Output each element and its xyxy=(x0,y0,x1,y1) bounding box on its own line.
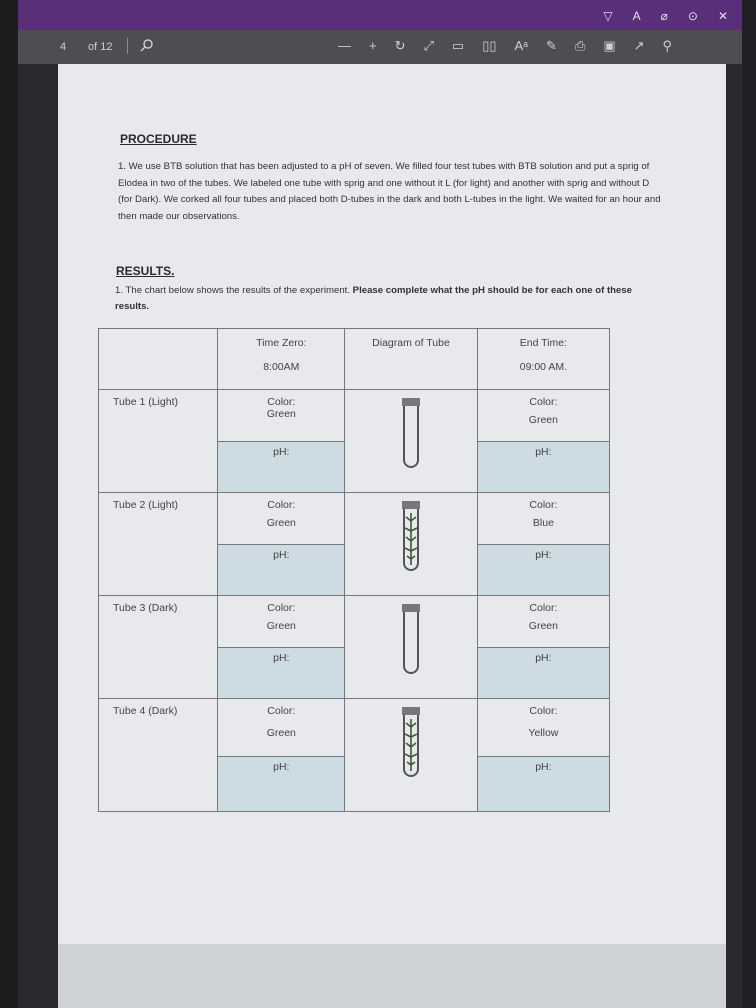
results-intro: 1. The chart below shows the results of the experiment. xyxy=(115,285,350,296)
print-icon[interactable]: ⎙ xyxy=(574,38,586,53)
end-time-header xyxy=(477,329,609,390)
header-blank xyxy=(99,329,218,390)
toolbar-tools xyxy=(338,38,672,54)
pen-icon[interactable]: ⌀ xyxy=(660,9,668,23)
page-total: of 12 xyxy=(88,41,113,53)
end-ph-field[interactable] xyxy=(478,757,609,811)
end-color-value: Green xyxy=(528,414,558,426)
empty-tube-icon xyxy=(345,596,477,676)
window-controls xyxy=(603,9,728,23)
draw-icon[interactable]: ✎ xyxy=(546,38,557,53)
start-ph-field[interactable] xyxy=(218,648,344,698)
start-ph-field[interactable] xyxy=(218,545,344,595)
procedure-heading: PROCEDURE xyxy=(120,132,197,146)
table-row xyxy=(99,493,610,596)
tube-diagram xyxy=(345,596,478,699)
start-ph-field[interactable] xyxy=(218,757,344,811)
elodea-tube-icon xyxy=(345,699,477,779)
next-page-preview xyxy=(58,944,726,1008)
page-number[interactable]: 4 xyxy=(60,41,67,53)
close-icon[interactable]: ✕ xyxy=(717,9,728,23)
ph-label: pH: xyxy=(273,549,290,561)
pin-icon[interactable]: ⚲ xyxy=(662,38,673,53)
tube-diagram xyxy=(345,390,478,493)
start-color-label: Color: xyxy=(267,396,296,408)
time-zero-header xyxy=(218,329,345,390)
page-view-icon[interactable]: ▭ xyxy=(451,38,465,53)
title-bar xyxy=(18,0,742,30)
search-icon[interactable] xyxy=(140,38,154,55)
end-color-label: Color: xyxy=(529,602,558,614)
diagram-header xyxy=(345,329,478,390)
pdf-toolbar xyxy=(18,30,742,64)
filter-icon[interactable]: ▽ xyxy=(603,9,613,23)
results-text xyxy=(115,283,660,315)
end-color-value: Green xyxy=(528,620,558,632)
empty-tube-icon xyxy=(345,390,477,470)
start-color-label: Color: xyxy=(267,705,296,717)
end-ph-field[interactable] xyxy=(478,442,609,492)
start-color-value: Green xyxy=(266,727,296,739)
time-zero-label: Time Zero: xyxy=(256,337,307,349)
row-label: Tube 1 (Light) xyxy=(99,390,218,493)
ph-label: pH: xyxy=(273,652,290,664)
ph-label: pH: xyxy=(535,549,552,561)
ph-label: pH: xyxy=(535,446,552,458)
time-zero-value: 8:00AM xyxy=(263,361,300,373)
device-bezel-right xyxy=(742,0,756,1008)
end-color-label: Color: xyxy=(529,499,558,511)
ph-label: pH: xyxy=(273,761,290,773)
tube-diagram xyxy=(345,699,478,812)
tube-diagram xyxy=(345,493,478,596)
fit-icon[interactable]: ⤢ xyxy=(423,38,434,53)
end-ph-field[interactable] xyxy=(478,648,609,698)
toolbar-divider xyxy=(127,38,128,54)
share-icon[interactable]: ↗ xyxy=(633,38,645,53)
zoom-in-icon[interactable]: + xyxy=(369,38,377,53)
end-color-label: Color: xyxy=(529,705,558,717)
end-time-label: End Time: xyxy=(519,337,568,349)
device-bezel-left xyxy=(0,0,18,1008)
start-color-value: Green xyxy=(266,408,296,420)
end-time-value: 09:00 AM. xyxy=(519,361,568,373)
procedure-text: 1. We use BTB solution that has been adjusted to a pH of seven. We filled four test tubes with BTB solution and put a sprig of Elodea in two of the tubes. We labeled one tube with sprig and one without it L (for light) and another with sprig and without D (for Dark). We corked all four tubes and placed both D-tubes in the dark and both L-tubes in the light. We waited for an hour and then made our observations. xyxy=(118,161,661,222)
document-page xyxy=(58,64,726,944)
text-icon[interactable]: A xyxy=(632,9,641,23)
results-instruction: Please complete what the pH should be for each one of these results. xyxy=(115,285,633,312)
ph-label: pH: xyxy=(535,761,552,773)
results-heading: RESULTS. xyxy=(116,264,175,278)
results-table xyxy=(98,328,610,812)
start-color-value: Green xyxy=(266,620,296,632)
history-icon[interactable]: ⊙ xyxy=(687,9,698,23)
table-row xyxy=(99,699,610,812)
start-color-value: Green xyxy=(266,517,296,529)
table-row xyxy=(99,596,610,699)
read-aloud-icon[interactable]: Aᵃ xyxy=(514,38,529,53)
end-color-value: Blue xyxy=(532,517,554,529)
rotate-icon[interactable]: ↻ xyxy=(394,38,406,53)
zoom-out-icon[interactable]: — xyxy=(338,38,351,53)
start-ph-field[interactable] xyxy=(218,442,344,492)
end-color-value: Yellow xyxy=(528,727,559,739)
row-label: Tube 4 (Dark) xyxy=(99,699,218,812)
table-header-row xyxy=(99,329,610,390)
ph-label: pH: xyxy=(273,446,290,458)
end-color-label: Color: xyxy=(529,396,558,408)
end-ph-field[interactable] xyxy=(478,545,609,595)
row-label: Tube 3 (Dark) xyxy=(99,596,218,699)
row-label: Tube 2 (Light) xyxy=(99,493,218,596)
table-row xyxy=(99,390,610,493)
save-icon[interactable]: ▣ xyxy=(603,38,616,53)
start-color-label: Color: xyxy=(267,499,296,511)
two-page-icon[interactable]: ▯▯ xyxy=(482,38,497,53)
ph-label: pH: xyxy=(535,652,552,664)
start-color-label: Color: xyxy=(267,602,296,614)
diagram-label: Diagram of Tube xyxy=(372,337,450,349)
elodea-tube-icon xyxy=(345,493,477,573)
